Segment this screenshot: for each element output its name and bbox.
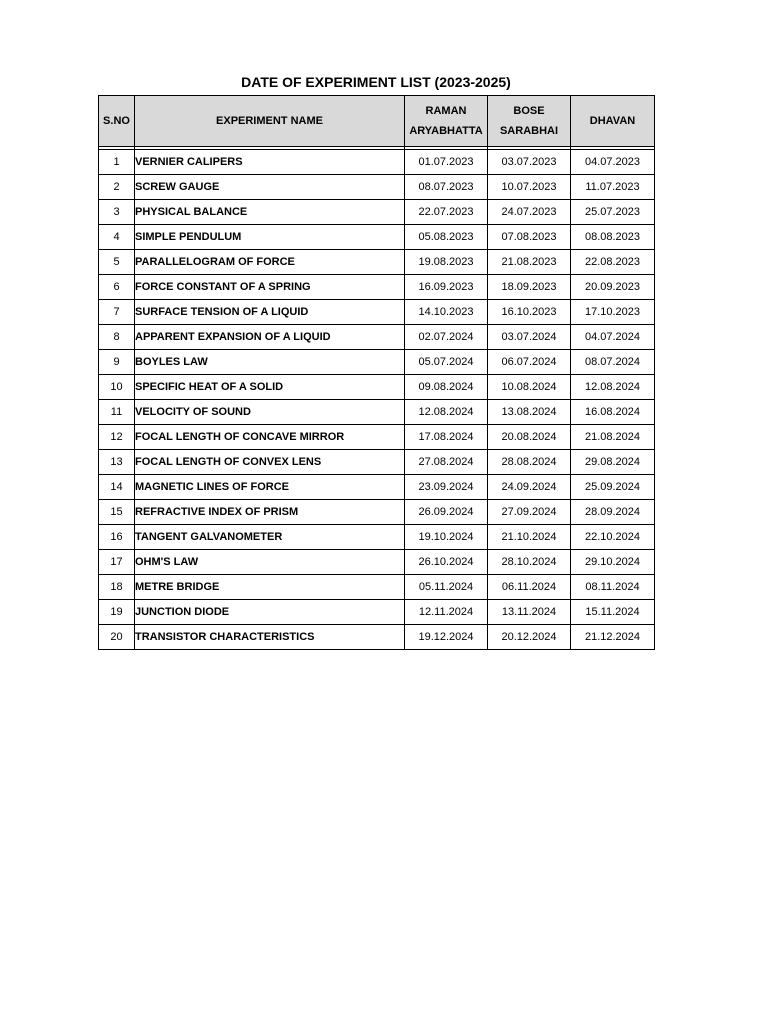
table-row <box>99 275 655 300</box>
header-dhavan: DHAVAN <box>571 96 655 147</box>
cell-dhavan-date: 04.07.2024 <box>571 325 655 350</box>
table-row <box>99 225 655 250</box>
document-title: DATE OF EXPERIMENT LIST (2023-2025) <box>241 74 511 90</box>
cell-raman-aryabhatta-date: 05.08.2023 <box>405 225 488 250</box>
cell-raman-aryabhatta-date: 08.07.2023 <box>405 175 488 200</box>
cell-experiment-name: FOCAL LENGTH OF CONCAVE MIRROR <box>135 425 405 450</box>
header-raman-line: RAMAN <box>425 105 467 117</box>
cell-sno: 16 <box>99 525 135 550</box>
cell-dhavan-date: 25.09.2024 <box>571 475 655 500</box>
cell-raman-aryabhatta-date: 19.12.2024 <box>405 625 488 650</box>
cell-sno: 8 <box>99 325 135 350</box>
cell-raman-aryabhatta-date: 17.08.2024 <box>405 425 488 450</box>
cell-bose-sarabhai-date: 13.11.2024 <box>488 600 571 625</box>
table-row <box>99 425 655 450</box>
cell-experiment-name: SPECIFIC HEAT OF A SOLID <box>135 375 405 400</box>
table-body <box>99 150 655 650</box>
cell-bose-sarabhai-date: 27.09.2024 <box>488 500 571 525</box>
cell-sno: 3 <box>99 200 135 225</box>
cell-bose-sarabhai-date: 03.07.2024 <box>488 325 571 350</box>
cell-dhavan-date: 08.11.2024 <box>571 575 655 600</box>
cell-sno: 6 <box>99 275 135 300</box>
cell-dhavan-date: 28.09.2024 <box>571 500 655 525</box>
cell-bose-sarabhai-date: 20.12.2024 <box>488 625 571 650</box>
cell-raman-aryabhatta-date: 09.08.2024 <box>405 375 488 400</box>
cell-experiment-name: TANGENT GALVANOMETER <box>135 525 405 550</box>
cell-bose-sarabhai-date: 24.07.2023 <box>488 200 571 225</box>
table-row <box>99 325 655 350</box>
cell-raman-aryabhatta-date: 01.07.2023 <box>405 150 488 175</box>
cell-experiment-name: TRANSISTOR CHARACTERISTICS <box>135 625 405 650</box>
table-row <box>99 625 655 650</box>
cell-bose-sarabhai-date: 28.08.2024 <box>488 450 571 475</box>
cell-dhavan-date: 12.08.2024 <box>571 375 655 400</box>
table-row <box>99 500 655 525</box>
table-row <box>99 200 655 225</box>
cell-experiment-name: SCREW GAUGE <box>135 175 405 200</box>
table-row <box>99 150 655 175</box>
table-row <box>99 400 655 425</box>
cell-raman-aryabhatta-date: 05.07.2024 <box>405 350 488 375</box>
header-raman-aryabhatta <box>405 96 488 147</box>
cell-raman-aryabhatta-date: 05.11.2024 <box>405 575 488 600</box>
header-bose-line: BOSE <box>513 105 545 117</box>
cell-bose-sarabhai-date: 21.10.2024 <box>488 525 571 550</box>
cell-sno: 5 <box>99 250 135 275</box>
table-row <box>99 475 655 500</box>
table-row <box>99 350 655 375</box>
table-row <box>99 175 655 200</box>
header-bose-sarabhai <box>488 96 571 147</box>
cell-experiment-name: VELOCITY OF SOUND <box>135 400 405 425</box>
cell-sno: 14 <box>99 475 135 500</box>
cell-experiment-name: METRE BRIDGE <box>135 575 405 600</box>
cell-sno: 12 <box>99 425 135 450</box>
cell-bose-sarabhai-date: 06.11.2024 <box>488 575 571 600</box>
cell-sno: 11 <box>99 400 135 425</box>
cell-dhavan-date: 21.08.2024 <box>571 425 655 450</box>
cell-sno: 20 <box>99 625 135 650</box>
cell-experiment-name: MAGNETIC LINES OF FORCE <box>135 475 405 500</box>
cell-sno: 15 <box>99 500 135 525</box>
cell-dhavan-date: 21.12.2024 <box>571 625 655 650</box>
cell-bose-sarabhai-date: 16.10.2023 <box>488 300 571 325</box>
cell-raman-aryabhatta-date: 12.11.2024 <box>405 600 488 625</box>
table-row <box>99 375 655 400</box>
cell-dhavan-date: 29.10.2024 <box>571 550 655 575</box>
cell-bose-sarabhai-date: 03.07.2023 <box>488 150 571 175</box>
cell-bose-sarabhai-date: 24.09.2024 <box>488 475 571 500</box>
table-row <box>99 550 655 575</box>
header-row <box>99 96 655 147</box>
cell-sno: 13 <box>99 450 135 475</box>
cell-sno: 4 <box>99 225 135 250</box>
header-experiment-name: EXPERIMENT NAME <box>135 96 405 147</box>
cell-experiment-name: PARALLELOGRAM OF FORCE <box>135 250 405 275</box>
cell-bose-sarabhai-date: 10.08.2024 <box>488 375 571 400</box>
cell-bose-sarabhai-date: 21.08.2023 <box>488 250 571 275</box>
header-sno: S.NO <box>99 96 135 147</box>
cell-raman-aryabhatta-date: 12.08.2024 <box>405 400 488 425</box>
cell-sno: 9 <box>99 350 135 375</box>
cell-raman-aryabhatta-date: 22.07.2023 <box>405 200 488 225</box>
cell-dhavan-date: 25.07.2023 <box>571 200 655 225</box>
cell-sno: 17 <box>99 550 135 575</box>
cell-raman-aryabhatta-date: 19.08.2023 <box>405 250 488 275</box>
cell-experiment-name: APPARENT EXPANSION OF A LIQUID <box>135 325 405 350</box>
cell-bose-sarabhai-date: 20.08.2024 <box>488 425 571 450</box>
cell-dhavan-date: 17.10.2023 <box>571 300 655 325</box>
cell-bose-sarabhai-date: 18.09.2023 <box>488 275 571 300</box>
cell-dhavan-date: 16.08.2024 <box>571 400 655 425</box>
cell-sno: 19 <box>99 600 135 625</box>
cell-dhavan-date: 11.07.2023 <box>571 175 655 200</box>
cell-bose-sarabhai-date: 13.08.2024 <box>488 400 571 425</box>
cell-raman-aryabhatta-date: 19.10.2024 <box>405 525 488 550</box>
cell-bose-sarabhai-date: 07.08.2023 <box>488 225 571 250</box>
cell-dhavan-date: 29.08.2024 <box>571 450 655 475</box>
cell-experiment-name: REFRACTIVE INDEX OF PRISM <box>135 500 405 525</box>
header-sarabhai-line: SARABHAI <box>499 125 559 137</box>
cell-raman-aryabhatta-date: 16.09.2023 <box>405 275 488 300</box>
cell-dhavan-date: 20.09.2023 <box>571 275 655 300</box>
cell-experiment-name: SIMPLE PENDULUM <box>135 225 405 250</box>
cell-dhavan-date: 22.08.2023 <box>571 250 655 275</box>
table-row <box>99 450 655 475</box>
cell-dhavan-date: 08.08.2023 <box>571 225 655 250</box>
cell-sno: 2 <box>99 175 135 200</box>
table-row <box>99 575 655 600</box>
table-row <box>99 600 655 625</box>
cell-experiment-name: PHYSICAL BALANCE <box>135 200 405 225</box>
cell-dhavan-date: 15.11.2024 <box>571 600 655 625</box>
cell-raman-aryabhatta-date: 14.10.2023 <box>405 300 488 325</box>
table-row <box>99 300 655 325</box>
cell-raman-aryabhatta-date: 23.09.2024 <box>405 475 488 500</box>
cell-experiment-name: JUNCTION DIODE <box>135 600 405 625</box>
table-row <box>99 525 655 550</box>
cell-raman-aryabhatta-date: 02.07.2024 <box>405 325 488 350</box>
cell-raman-aryabhatta-date: 26.09.2024 <box>405 500 488 525</box>
cell-experiment-name: FOCAL LENGTH OF CONVEX LENS <box>135 450 405 475</box>
cell-experiment-name: BOYLES LAW <box>135 350 405 375</box>
cell-dhavan-date: 04.07.2023 <box>571 150 655 175</box>
table-row <box>99 250 655 275</box>
cell-sno: 1 <box>99 150 135 175</box>
cell-sno: 18 <box>99 575 135 600</box>
experiment-schedule-table <box>98 95 655 650</box>
cell-dhavan-date: 22.10.2024 <box>571 525 655 550</box>
cell-bose-sarabhai-date: 28.10.2024 <box>488 550 571 575</box>
cell-dhavan-date: 08.07.2024 <box>571 350 655 375</box>
header-aryabhatta-line: ARYABHATTA <box>409 125 483 137</box>
cell-sno: 10 <box>99 375 135 400</box>
cell-raman-aryabhatta-date: 27.08.2024 <box>405 450 488 475</box>
cell-raman-aryabhatta-date: 26.10.2024 <box>405 550 488 575</box>
cell-experiment-name: SURFACE TENSION OF A LIQUID <box>135 300 405 325</box>
cell-experiment-name: VERNIER CALIPERS <box>135 150 405 175</box>
cell-experiment-name: FORCE CONSTANT OF A SPRING <box>135 275 405 300</box>
cell-experiment-name: OHM'S LAW <box>135 550 405 575</box>
cell-bose-sarabhai-date: 10.07.2023 <box>488 175 571 200</box>
cell-sno: 7 <box>99 300 135 325</box>
cell-bose-sarabhai-date: 06.07.2024 <box>488 350 571 375</box>
